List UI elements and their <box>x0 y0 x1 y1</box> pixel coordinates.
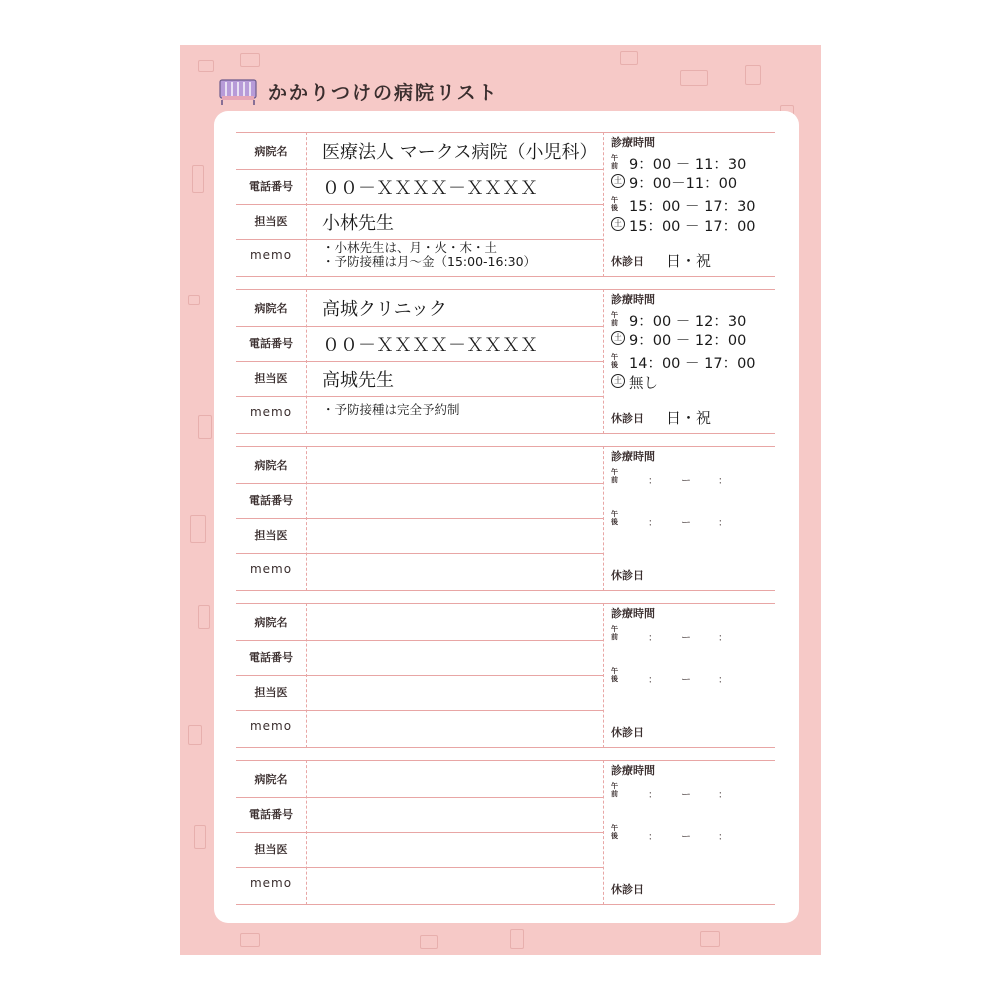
hospital-entry <box>236 132 775 277</box>
phone-value[interactable]: ００－ＸＸＸＸ－ＸＸＸＸ <box>322 335 538 356</box>
rule-line <box>236 760 775 761</box>
am-colon: ： <box>718 476 728 487</box>
hospital-entry <box>236 603 775 748</box>
deco-shape <box>198 60 214 72</box>
column-divider <box>306 446 307 591</box>
hospital-name-label: 病院名 <box>254 302 288 315</box>
saturday-mark: 土 <box>611 174 625 188</box>
deco-shape <box>192 165 204 193</box>
doctor-label: 担当医 <box>254 686 288 699</box>
pm-colon: ： <box>718 518 728 529</box>
hospital-entry <box>236 760 775 905</box>
hours-label: 診療時間 <box>611 764 655 777</box>
hours-label: 診療時間 <box>611 607 655 620</box>
phone-value[interactable]: ００－ＸＸＸＸ－ＸＸＸＸ <box>322 178 538 199</box>
doctor-label: 担当医 <box>254 843 288 856</box>
empty-field[interactable] <box>308 448 600 481</box>
pm-label: 午 後 <box>611 824 618 840</box>
column-divider <box>603 760 604 905</box>
rule-line <box>236 867 603 868</box>
memo-value[interactable] <box>322 403 460 417</box>
closed-days-value[interactable]: 日・祝 <box>666 409 712 427</box>
rule-line <box>236 204 603 205</box>
memo-line: ・予防接種は完全予約制 <box>322 402 460 417</box>
memo-label: memo <box>249 248 293 262</box>
hospital-entry <box>236 289 775 434</box>
rule-line <box>236 904 775 905</box>
pm-colon: ： <box>648 832 658 843</box>
am-saturday-hours-value[interactable]: 9：00－11：00 <box>629 176 738 192</box>
column-divider <box>603 289 604 434</box>
hours-label: 診療時間 <box>611 136 655 149</box>
memo-line: ・小林先生は、月・火・木・土 <box>322 240 498 255</box>
rule-line <box>236 553 603 554</box>
rule-line <box>236 326 603 327</box>
header <box>218 73 499 109</box>
am-hours-value[interactable]: 9：00 － 11：30 <box>629 157 747 173</box>
column-divider <box>603 603 604 748</box>
doctor-value[interactable]: 高城先生 <box>322 370 394 391</box>
page-title: かかりつけの病院リスト <box>268 81 499 104</box>
pm-label: 午 後 <box>611 353 618 369</box>
memo-value[interactable] <box>322 241 536 269</box>
hospital-name-label: 病院名 <box>254 145 288 158</box>
deco-shape <box>240 53 260 67</box>
am-colon: ： <box>648 790 658 801</box>
am-dash: ー <box>681 633 691 644</box>
rule-line <box>236 590 775 591</box>
empty-field[interactable] <box>308 712 600 747</box>
deco-shape <box>188 725 202 745</box>
rule-line <box>236 797 603 798</box>
deco-shape <box>510 929 524 949</box>
empty-field[interactable] <box>308 605 600 638</box>
rule-line <box>236 518 603 519</box>
deco-shape <box>190 515 206 543</box>
rule-line <box>236 710 603 711</box>
saturday-mark: 土 <box>611 374 625 388</box>
pm-hours-value[interactable]: 15：00 － 17：30 <box>629 199 756 215</box>
rule-line <box>236 640 603 641</box>
closed-days-label: 休診日 <box>611 255 644 268</box>
rule-line <box>236 483 603 484</box>
doctor-label: 担当医 <box>254 215 288 228</box>
deco-shape <box>194 825 206 849</box>
am-label: 午 前 <box>611 468 618 484</box>
rule-line <box>236 132 775 133</box>
pm-colon: ： <box>718 675 728 686</box>
am-colon: ： <box>718 790 728 801</box>
pm-label: 午 後 <box>611 667 618 683</box>
memo-label: memo <box>249 719 293 733</box>
pm-dash: ー <box>681 675 691 686</box>
column-divider <box>306 760 307 905</box>
rule-line <box>236 289 775 290</box>
empty-field[interactable] <box>308 834 600 867</box>
rule-line <box>236 169 603 170</box>
hospital-entry <box>236 446 775 591</box>
empty-field[interactable] <box>308 642 600 675</box>
pm-hours-value[interactable]: 14：00 － 17：00 <box>629 356 756 372</box>
pm-label: 午 後 <box>611 510 618 526</box>
pm-colon: ： <box>718 832 728 843</box>
closed-days-label: 休診日 <box>611 412 644 425</box>
am-colon: ： <box>718 633 728 644</box>
closed-days-label: 休診日 <box>611 569 644 582</box>
hours-label: 診療時間 <box>611 450 655 463</box>
rule-line <box>236 433 775 434</box>
list-sheet <box>180 45 821 955</box>
deco-shape <box>700 931 720 947</box>
pm-saturday-hours-value[interactable]: 15：00 － 17：00 <box>629 219 756 235</box>
rule-line <box>236 675 603 676</box>
doctor-label: 担当医 <box>254 529 288 542</box>
deco-shape <box>240 933 260 947</box>
deco-shape <box>680 70 708 86</box>
deco-shape <box>620 51 638 65</box>
am-colon: ： <box>648 633 658 644</box>
memo-label: memo <box>249 562 293 576</box>
phone-label: 電話番号 <box>249 651 293 664</box>
column-divider <box>306 289 307 434</box>
empty-field[interactable] <box>308 762 600 795</box>
saturday-mark: 土 <box>611 217 625 231</box>
closed-days-value[interactable]: 日・祝 <box>666 252 712 270</box>
am-label: 午 前 <box>611 625 618 641</box>
am-label: 午 前 <box>611 782 618 798</box>
phone-label: 電話番号 <box>249 808 293 821</box>
doctor-label: 担当医 <box>254 372 288 385</box>
memo-label: memo <box>249 876 293 890</box>
empty-field[interactable] <box>308 485 600 518</box>
deco-shape <box>745 65 761 85</box>
column-divider <box>603 446 604 591</box>
memo-label: memo <box>249 405 293 419</box>
hospital-name-value[interactable]: 医療法人 マークス病院（小児科） <box>322 142 598 163</box>
empty-field[interactable] <box>308 799 600 832</box>
am-saturday-hours-value[interactable]: 9：00 － 12：00 <box>629 333 747 349</box>
memo-line: ・予防接種は月～金（15:00-16:30） <box>322 254 537 269</box>
pm-colon: ： <box>648 518 658 529</box>
closed-days-label: 休診日 <box>611 726 644 739</box>
phone-label: 電話番号 <box>249 337 293 350</box>
column-divider <box>306 132 307 277</box>
empty-field[interactable] <box>308 677 600 710</box>
am-dash: ー <box>681 790 691 801</box>
pm-dash: ー <box>681 518 691 529</box>
deco-shape <box>198 605 210 629</box>
am-hours-value[interactable]: 9：00 － 12：30 <box>629 314 747 330</box>
deco-shape <box>188 295 200 305</box>
phone-label: 電話番号 <box>249 494 293 507</box>
deco-shape <box>420 935 438 949</box>
empty-field[interactable] <box>308 555 600 590</box>
hours-label: 診療時間 <box>611 293 655 306</box>
hospital-name-label: 病院名 <box>254 616 288 629</box>
rule-line <box>236 396 603 397</box>
closed-days-label: 休診日 <box>611 883 644 896</box>
deco-shape <box>198 415 212 439</box>
doctor-value[interactable]: 小林先生 <box>322 213 394 234</box>
column-divider <box>306 603 307 748</box>
rule-line <box>236 361 603 362</box>
rule-line <box>236 747 775 748</box>
rule-line <box>236 446 775 447</box>
pm-label: 午 後 <box>611 196 618 212</box>
pm-dash: ー <box>681 832 691 843</box>
am-label: 午 前 <box>611 154 618 170</box>
am-dash: ー <box>681 476 691 487</box>
crib-icon <box>218 76 258 106</box>
hospital-name-label: 病院名 <box>254 459 288 472</box>
am-colon: ： <box>648 476 658 487</box>
saturday-mark: 土 <box>611 331 625 345</box>
rule-line <box>236 276 775 277</box>
phone-label: 電話番号 <box>249 180 293 193</box>
empty-field[interactable] <box>308 520 600 553</box>
am-label: 午 前 <box>611 311 618 327</box>
pm-colon: ： <box>648 675 658 686</box>
hospital-name-label: 病院名 <box>254 773 288 786</box>
column-divider <box>603 132 604 277</box>
rule-line <box>236 832 603 833</box>
empty-field[interactable] <box>308 869 600 904</box>
rule-line <box>236 603 775 604</box>
hospital-name-value[interactable]: 高城クリニック <box>322 299 447 320</box>
pm-saturday-hours-value[interactable]: 無し <box>629 376 658 392</box>
list-card <box>214 111 799 923</box>
